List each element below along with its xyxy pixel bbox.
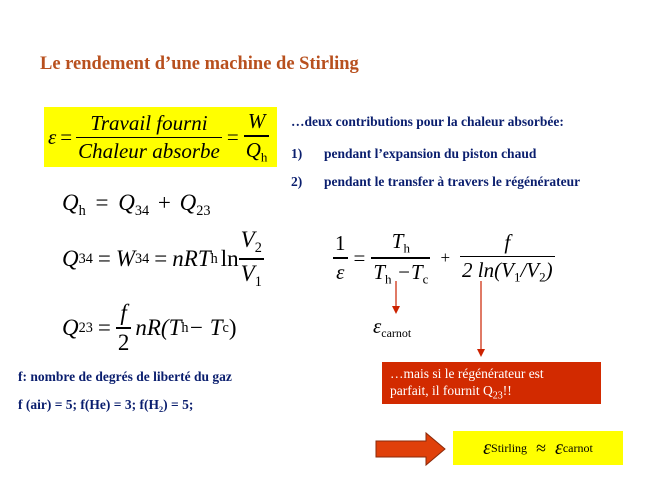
arrow-head-red-box — [477, 349, 485, 357]
block-arrow-icon — [376, 433, 445, 465]
stirling-carnot-result: ε Stirling ≈ ε carnot — [453, 431, 623, 465]
degrees-of-freedom-note: f: nombre de degrés de liberté du gaz — [18, 369, 232, 384]
f-over-2: $\frac{f}{2}$ — [117, 300, 130, 355]
epsilon-carnot: $\varepsilon_{carnot}$ — [373, 314, 412, 341]
regenerator-term: $\frac{f}{2 \ln(V_1/V_2)}$ — [462, 229, 553, 286]
volume-ratio: $\frac{V_2}{V_1}$ — [240, 227, 262, 290]
heat-sum-equation: $Q_h = Q_{34} + Q_{23}$ — [62, 190, 211, 219]
w-over-q-fraction: $\frac{W}{Q_h}$ — [245, 109, 268, 165]
arrow-head-epsilon-carnot — [392, 306, 400, 314]
carnot-term: $\frac{T_h}{T_h -T_c}$ — [373, 228, 429, 287]
one-over-epsilon: $\frac{1}{\varepsilon}$ — [335, 231, 346, 284]
epsilon-symbol: ε — [48, 125, 57, 149]
q34-equation: Q 34 = W 34 = nRT h ln $\frac{V_2}{V_1}$ — [62, 227, 262, 290]
intro-text: …deux contributions pour la chaleur absorbée: — [291, 114, 564, 129]
contribution-1: 1) pendant l’expansion du piston chaud — [291, 146, 537, 161]
efficiency-definition: ε = $\frac{\text{Travail fourni}}{\text{Chaleur absorbe}}$ = $\frac{W}{Q_h}$ — [48, 109, 268, 165]
inverse-efficiency-equation: $\frac{1}{\varepsilon}$ = $\frac{T_h}{T_h -T_c}$ + $\frac{f}{2 \ln(V_1/V_2)}$ — [335, 228, 553, 287]
slide-title: Le rendement d’une machine de Stirling — [40, 54, 359, 74]
regenerator-callout: …mais si le régénérateur est parfait, il fournit $Q_{23}$!! — [382, 362, 601, 404]
work-heat-fraction: $\frac{\text{Travail fourni}}{\text{Chaleur absorbe}}$ — [78, 110, 220, 164]
degrees-of-freedom-values: f (air) = 5; f(He) = 3; $f(H_2) = 5$; — [18, 397, 194, 414]
q23-equation: Q 23 = $\frac{f}{2}$ nR(T h − T c ) — [62, 300, 237, 355]
contribution-2: 2) pendant le transfer à travers le régénérateur — [291, 174, 581, 189]
